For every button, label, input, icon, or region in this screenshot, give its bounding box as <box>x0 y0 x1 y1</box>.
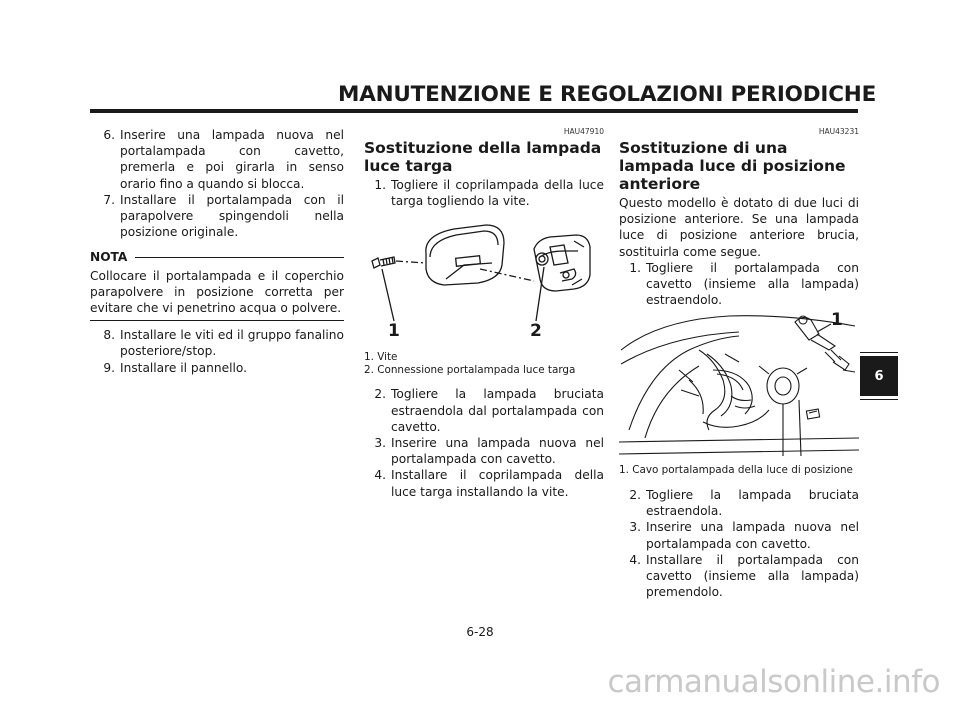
step-text: Installare il pannello. <box>120 360 247 375</box>
step-number: 7. <box>103 192 115 207</box>
page-number: 6-28 <box>466 625 494 639</box>
step-text: Togliere la lampada bruciata estraendola. <box>646 487 859 519</box>
step-item <box>619 552 859 601</box>
chapter-tab-rule <box>860 352 898 353</box>
page-title: MANUTENZIONE E REGOLAZIONI PERIODICHE <box>338 82 877 107</box>
step-text: Installare il coprilampada della luce targa installando la vite. <box>391 468 604 499</box>
step-item <box>90 192 344 241</box>
step-number: 2. <box>374 387 386 402</box>
left-column <box>90 127 344 376</box>
figure-label-1: 1 <box>831 310 843 331</box>
watermark: carmanualsonline.info <box>607 664 940 700</box>
step-number: 1. <box>374 178 386 192</box>
step-text: Installare le viti ed il gruppo fanalino posteriore/stop. <box>120 328 344 359</box>
figure-label-2: 2 <box>530 321 542 342</box>
caption-line: 2. Connessione portalampada luce targa <box>364 363 576 376</box>
nota-text: Collocare il portalampada e il coperchio parapolvere in posizione corretta per evitare che vi penetrino acqua o polvere. <box>90 268 344 316</box>
nota-heading <box>90 249 344 265</box>
step-item <box>364 386 604 435</box>
chapter-tab-rule <box>860 399 898 400</box>
step-text: Togliere il portalampada con cavetto (insieme alla lampada) estraendolo. <box>646 260 859 308</box>
chapter-tab: 6 <box>860 356 898 396</box>
figure-caption <box>364 351 604 376</box>
section-code: HAU43231 <box>818 127 859 136</box>
intro-paragraph: Questo modello è dotato di due luci di posizione anteriore. Se una lampada luce di posizione anteriore brucia, sostituirla come segue. <box>619 196 859 259</box>
step-text: Inserire una lampada nuova nel portalampada con cavetto, premerla e poi girarla in senso orario fino a quando si blocca. <box>120 128 344 191</box>
step-item <box>364 467 604 499</box>
license-light-illustration <box>364 213 604 345</box>
step-item <box>90 327 344 359</box>
step-item <box>619 260 859 309</box>
step-text: Inserire una lampada nuova nel portalampada con cavetto. <box>391 436 604 467</box>
step-text: Inserire una lampada nuova nel portalampada con cavetto. <box>646 520 859 551</box>
figure-label-1: 1 <box>388 321 400 342</box>
step-number: 1. <box>629 260 641 275</box>
section-title: Sostituzione della lampada luce targa <box>364 139 602 175</box>
step-number: 4. <box>629 552 641 567</box>
step-number: 9. <box>103 360 115 375</box>
license-light-drawing <box>364 213 604 345</box>
step-item <box>619 519 859 551</box>
position-light-illustration <box>619 310 859 458</box>
right-column <box>619 127 859 600</box>
nota-label: NOTA <box>90 250 128 265</box>
step-item <box>90 360 344 376</box>
nota-end-rule <box>90 320 344 321</box>
step-text: Togliere la lampada bruciata estraendola dal portalampada con cavetto. <box>391 387 604 434</box>
caption-line: 1. Vite <box>364 351 398 364</box>
figure-caption <box>619 464 859 477</box>
header-rule <box>90 109 858 113</box>
section-title: Sostituzione di una lampada luce di posizione anteriore <box>619 139 846 193</box>
step-number: 4. <box>374 468 386 483</box>
step-number: 2. <box>629 487 641 502</box>
step-number: 6. <box>103 128 115 142</box>
step-item <box>619 487 859 519</box>
step-item <box>364 435 604 467</box>
nota-rule <box>135 257 344 258</box>
step-number: 3. <box>629 520 641 535</box>
middle-column <box>364 127 604 500</box>
caption-line: 1. Cavo portalampada della luce di posizione <box>619 464 853 477</box>
step-text: Togliere il coprilampada della luce targa togliendo la vite. <box>391 178 604 209</box>
position-light-drawing <box>619 310 859 458</box>
step-text: Installare il portalampada con il parapolvere spingendoli nella posizione originale. <box>120 192 344 240</box>
step-number: 3. <box>374 436 386 451</box>
step-item <box>364 177 604 209</box>
step-text: Installare il portalampada con cavetto (insieme alla lampada) premendolo. <box>646 552 859 600</box>
step-number: 8. <box>103 328 115 343</box>
section-code: HAU47910 <box>563 127 604 136</box>
step-item <box>90 127 344 192</box>
